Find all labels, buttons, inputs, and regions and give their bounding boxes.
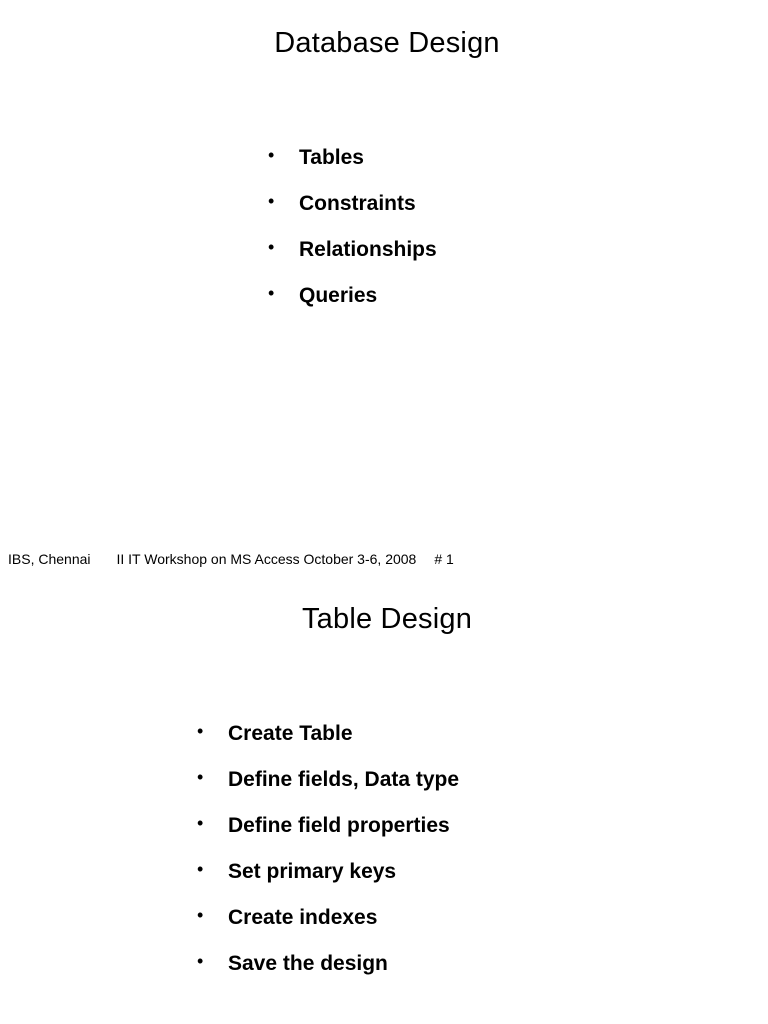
bullet-icon: •: [197, 905, 204, 925]
bullet-text: Relationships: [299, 238, 437, 261]
bullet-text: Queries: [299, 284, 378, 307]
bullet-text: Create Table: [228, 722, 353, 745]
footer-course-title: II IT Workshop on MS Access October 3-6, 2008: [116, 551, 417, 567]
bullet-icon: •: [197, 859, 204, 879]
bullet-text: Define fields, Data type: [228, 768, 460, 791]
bullet-text: Constraints: [299, 192, 416, 215]
bullet-text: Set primary keys: [228, 860, 397, 883]
bullet-text: Save the design: [228, 952, 388, 975]
slide-footer: [8, 551, 454, 567]
bullet-icon: •: [268, 191, 275, 211]
bullet-text: Create indexes: [228, 906, 378, 929]
bullet-icon: •: [197, 951, 204, 971]
bullet-text: Define field properties: [228, 814, 450, 837]
bullet-icon: •: [268, 237, 275, 257]
slide-table-design: [0, 576, 768, 1024]
slide-title: Database Design: [274, 27, 500, 59]
bullet-icon: •: [268, 283, 275, 303]
footer-organization: IBS, Chennai: [8, 551, 91, 567]
slide-title: Table Design: [301, 603, 473, 635]
bullet-icon: •: [268, 145, 275, 165]
bullet-text: Tables: [299, 146, 364, 169]
bullet-icon: •: [197, 721, 204, 741]
bullet-icon: •: [197, 813, 204, 833]
bullet-icon: •: [197, 767, 204, 787]
footer-page-number: # 1: [434, 551, 454, 567]
